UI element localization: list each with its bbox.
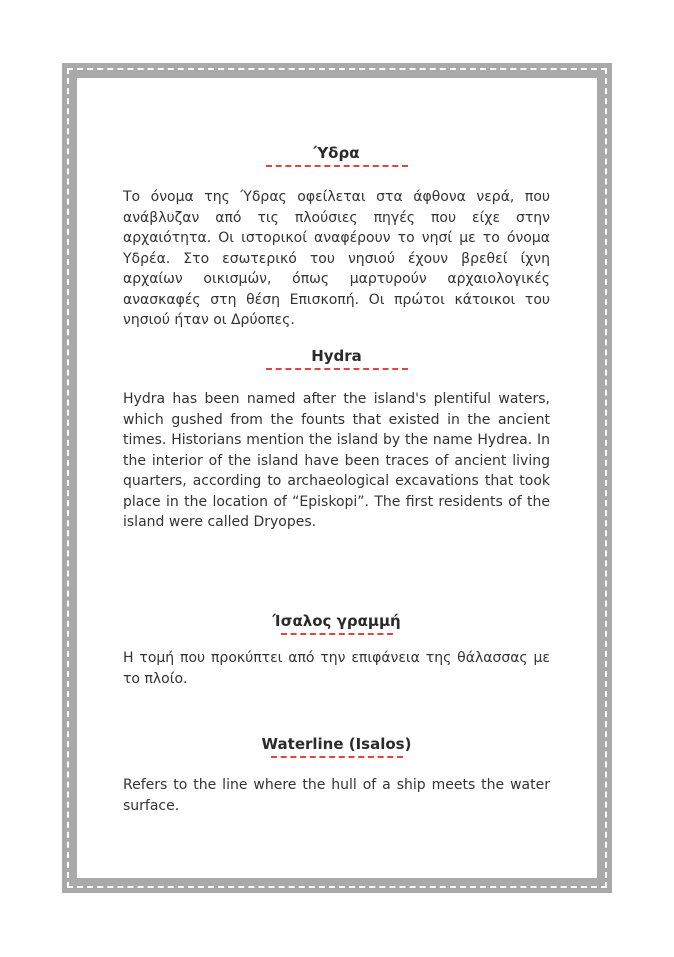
section-body: Η τομή που προκύπτει από την επιφάνεια της θάλασσας με το πλοίο. [123,650,550,687]
section-title: Ύδρα [313,144,360,162]
section-title: Hydra [311,347,362,365]
section-body: Το όνομα της Ύδρας οφείλεται στα άφθονα νερά, που ανάβλυζαν από τις πλούσιες πηγές που είχε στην αρχαιότητα. Οι ιστορικοί αναφέρουν το νησί με το όνομα Υδρέα. Στο εσωτερικό του νησιού έχουν βρεθεί ίχνη αρχαίων οικισμών, όπως μαρτυρούν αρχαιολογικές ανασκαφές στη θέση Επισκοπή. Οι πρώτοι κάτοικοι του νησιού ήταν οι Δρύοπες. [123,189,550,328]
title-underline [266,165,408,167]
section-title: Waterline (Isalos) [261,735,412,753]
title-underline [266,368,408,370]
section-title: Ίσαλος γραμμή [272,612,401,630]
section-english-hydra [123,346,550,533]
section-greek-hydra [123,143,550,331]
section-english-waterline [123,734,550,816]
title-underline [281,633,393,635]
section-body: Hydra has been named after the island's plentiful waters, which gushed from the founts that existed in the ancient times. Historians mention the island by the name Hydrea. In the interior of the island have been traces of ancient living quarters, according to archaeological excavations that took place in the location of “Episkopi”. The first residents of the island were called Dryopes. [123,391,550,530]
section-body: Refers to the line where the hull of a ship meets the water surface. [123,777,550,814]
section-greek-waterline [123,611,550,689]
title-underline [271,756,403,758]
